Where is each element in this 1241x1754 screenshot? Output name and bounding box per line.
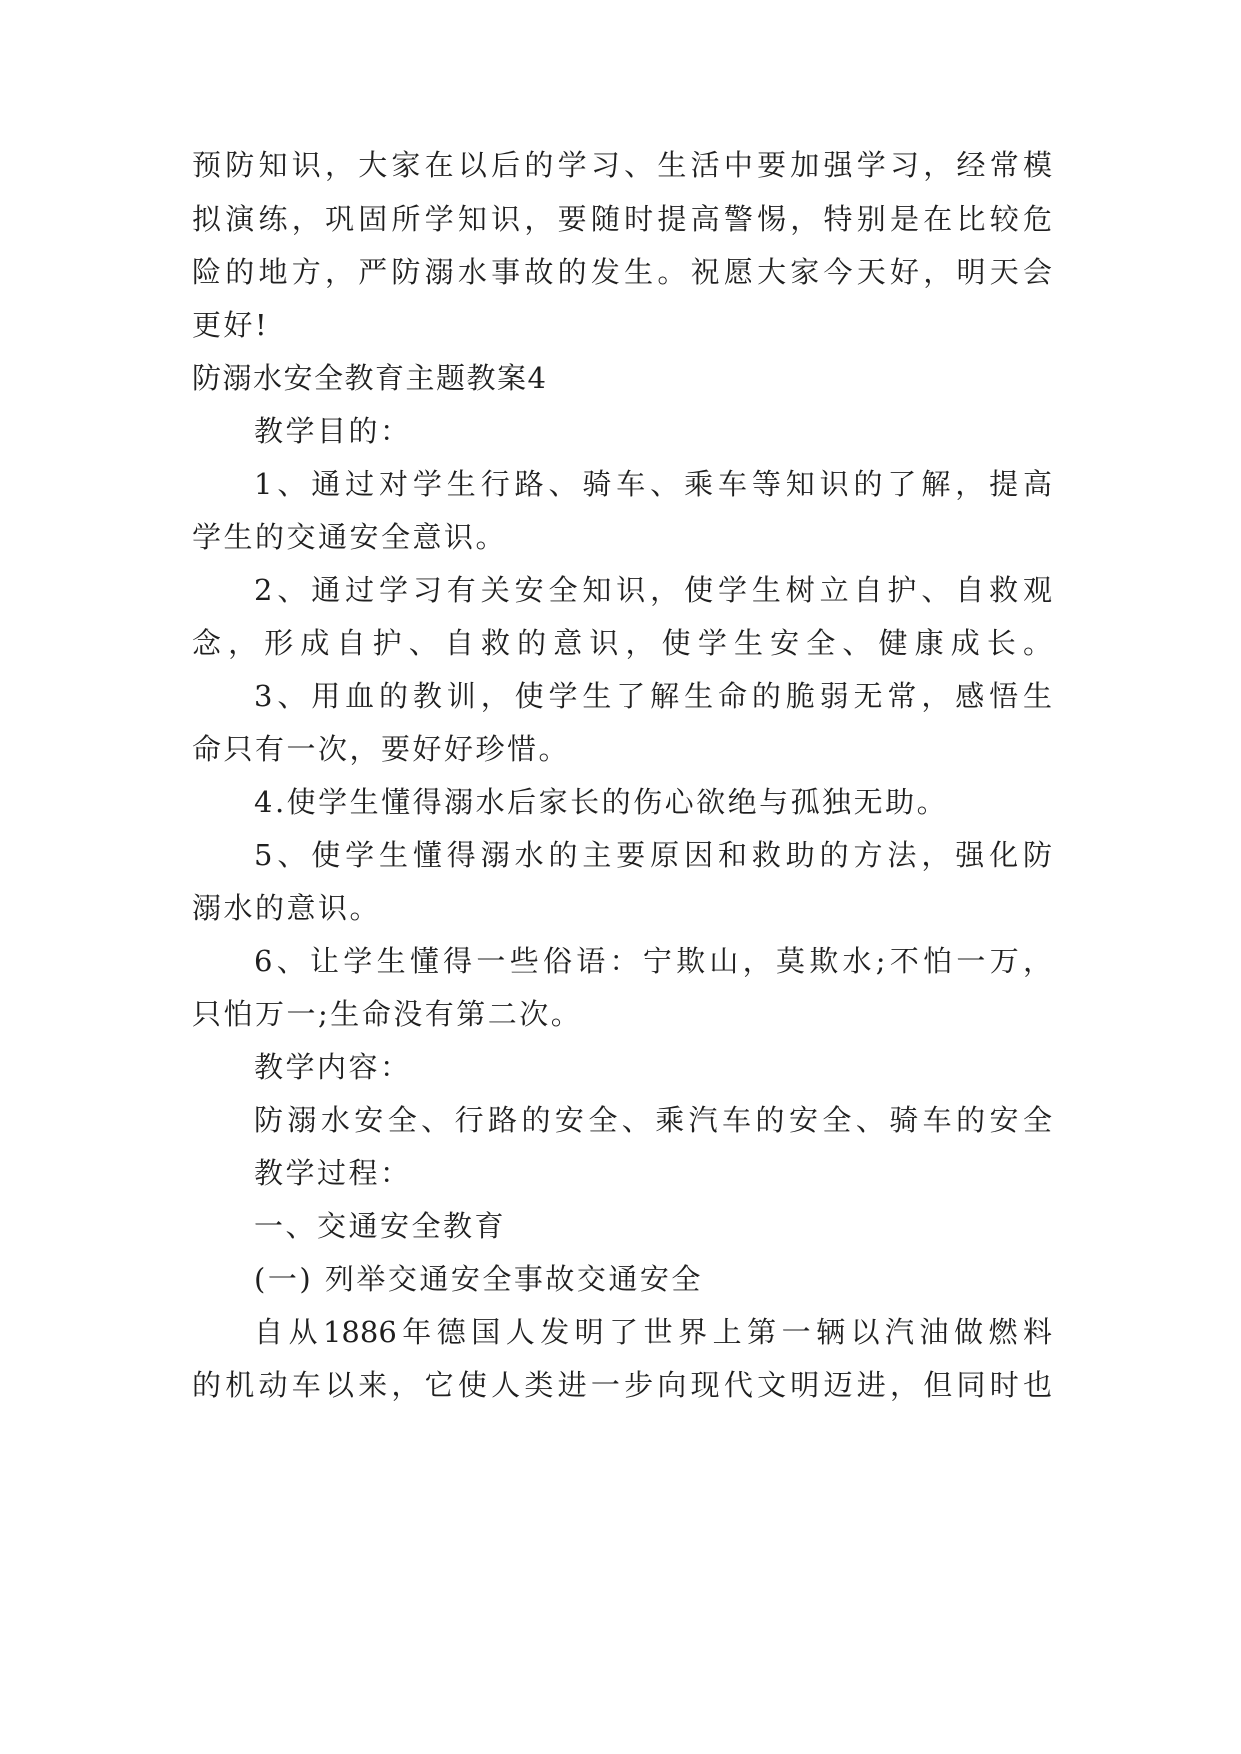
text-line: 拟演练，巩固所学知识，要随时提高警惕，特别是在比较危 xyxy=(192,202,1052,236)
text-line: 4.使学生懂得溺水后家长的伤心欲绝与孤独无助。 xyxy=(254,785,949,819)
text-line: (一) 列举交通安全事故交通安全 xyxy=(254,1262,703,1296)
text-line: 教学过程： xyxy=(254,1156,412,1190)
text-line: 的机动车以来，它使人类进一步向现代文明迈进，但同时也 xyxy=(192,1368,1052,1402)
text-line: 更好! xyxy=(192,308,270,342)
text-line: 只怕万一;生命没有第二次。 xyxy=(192,997,583,1031)
section-heading: 防溺水安全教育主题教案4 xyxy=(192,361,548,395)
text-line: 教学内容： xyxy=(254,1050,412,1084)
text-line: 5、使学生懂得溺水的主要原因和救助的方法，强化防 xyxy=(254,838,1052,872)
text-line: 2、通过学习有关安全知识，使学生树立自护、自救观 xyxy=(254,573,1052,607)
text-line: 防溺水安全、行路的安全、乘汽车的安全、骑车的安全 xyxy=(254,1103,1052,1137)
text-line: 学生的交通安全意识。 xyxy=(192,520,508,554)
text-line: 1、通过对学生行路、骑车、乘车等知识的了解，提高 xyxy=(254,467,1052,501)
text-line: 教学目的： xyxy=(254,414,412,448)
text-line: 念，形成自护、自救的意识，使学生安全、健康成长。 xyxy=(192,626,1052,660)
text-line: 3、用血的教训，使学生了解生命的脆弱无常，感悟生 xyxy=(254,679,1052,713)
text-line: 一、交通安全教育 xyxy=(254,1209,507,1243)
text-line: 6、让学生懂得一些俗语：宁欺山，莫欺水;不怕一万， xyxy=(254,944,1052,978)
text-line: 险的地方，严防溺水事故的发生。祝愿大家今天好，明天会 xyxy=(192,255,1052,289)
text-line: 自从1886年德国人发明了世界上第一辆以汽油做燃料 xyxy=(254,1315,1052,1349)
text-line: 溺水的意识。 xyxy=(192,891,382,925)
text-line: 命只有一次，要好好珍惜。 xyxy=(192,732,571,766)
text-line: 预防知识，大家在以后的学习、生活中要加强学习，经常模 xyxy=(192,148,1052,182)
